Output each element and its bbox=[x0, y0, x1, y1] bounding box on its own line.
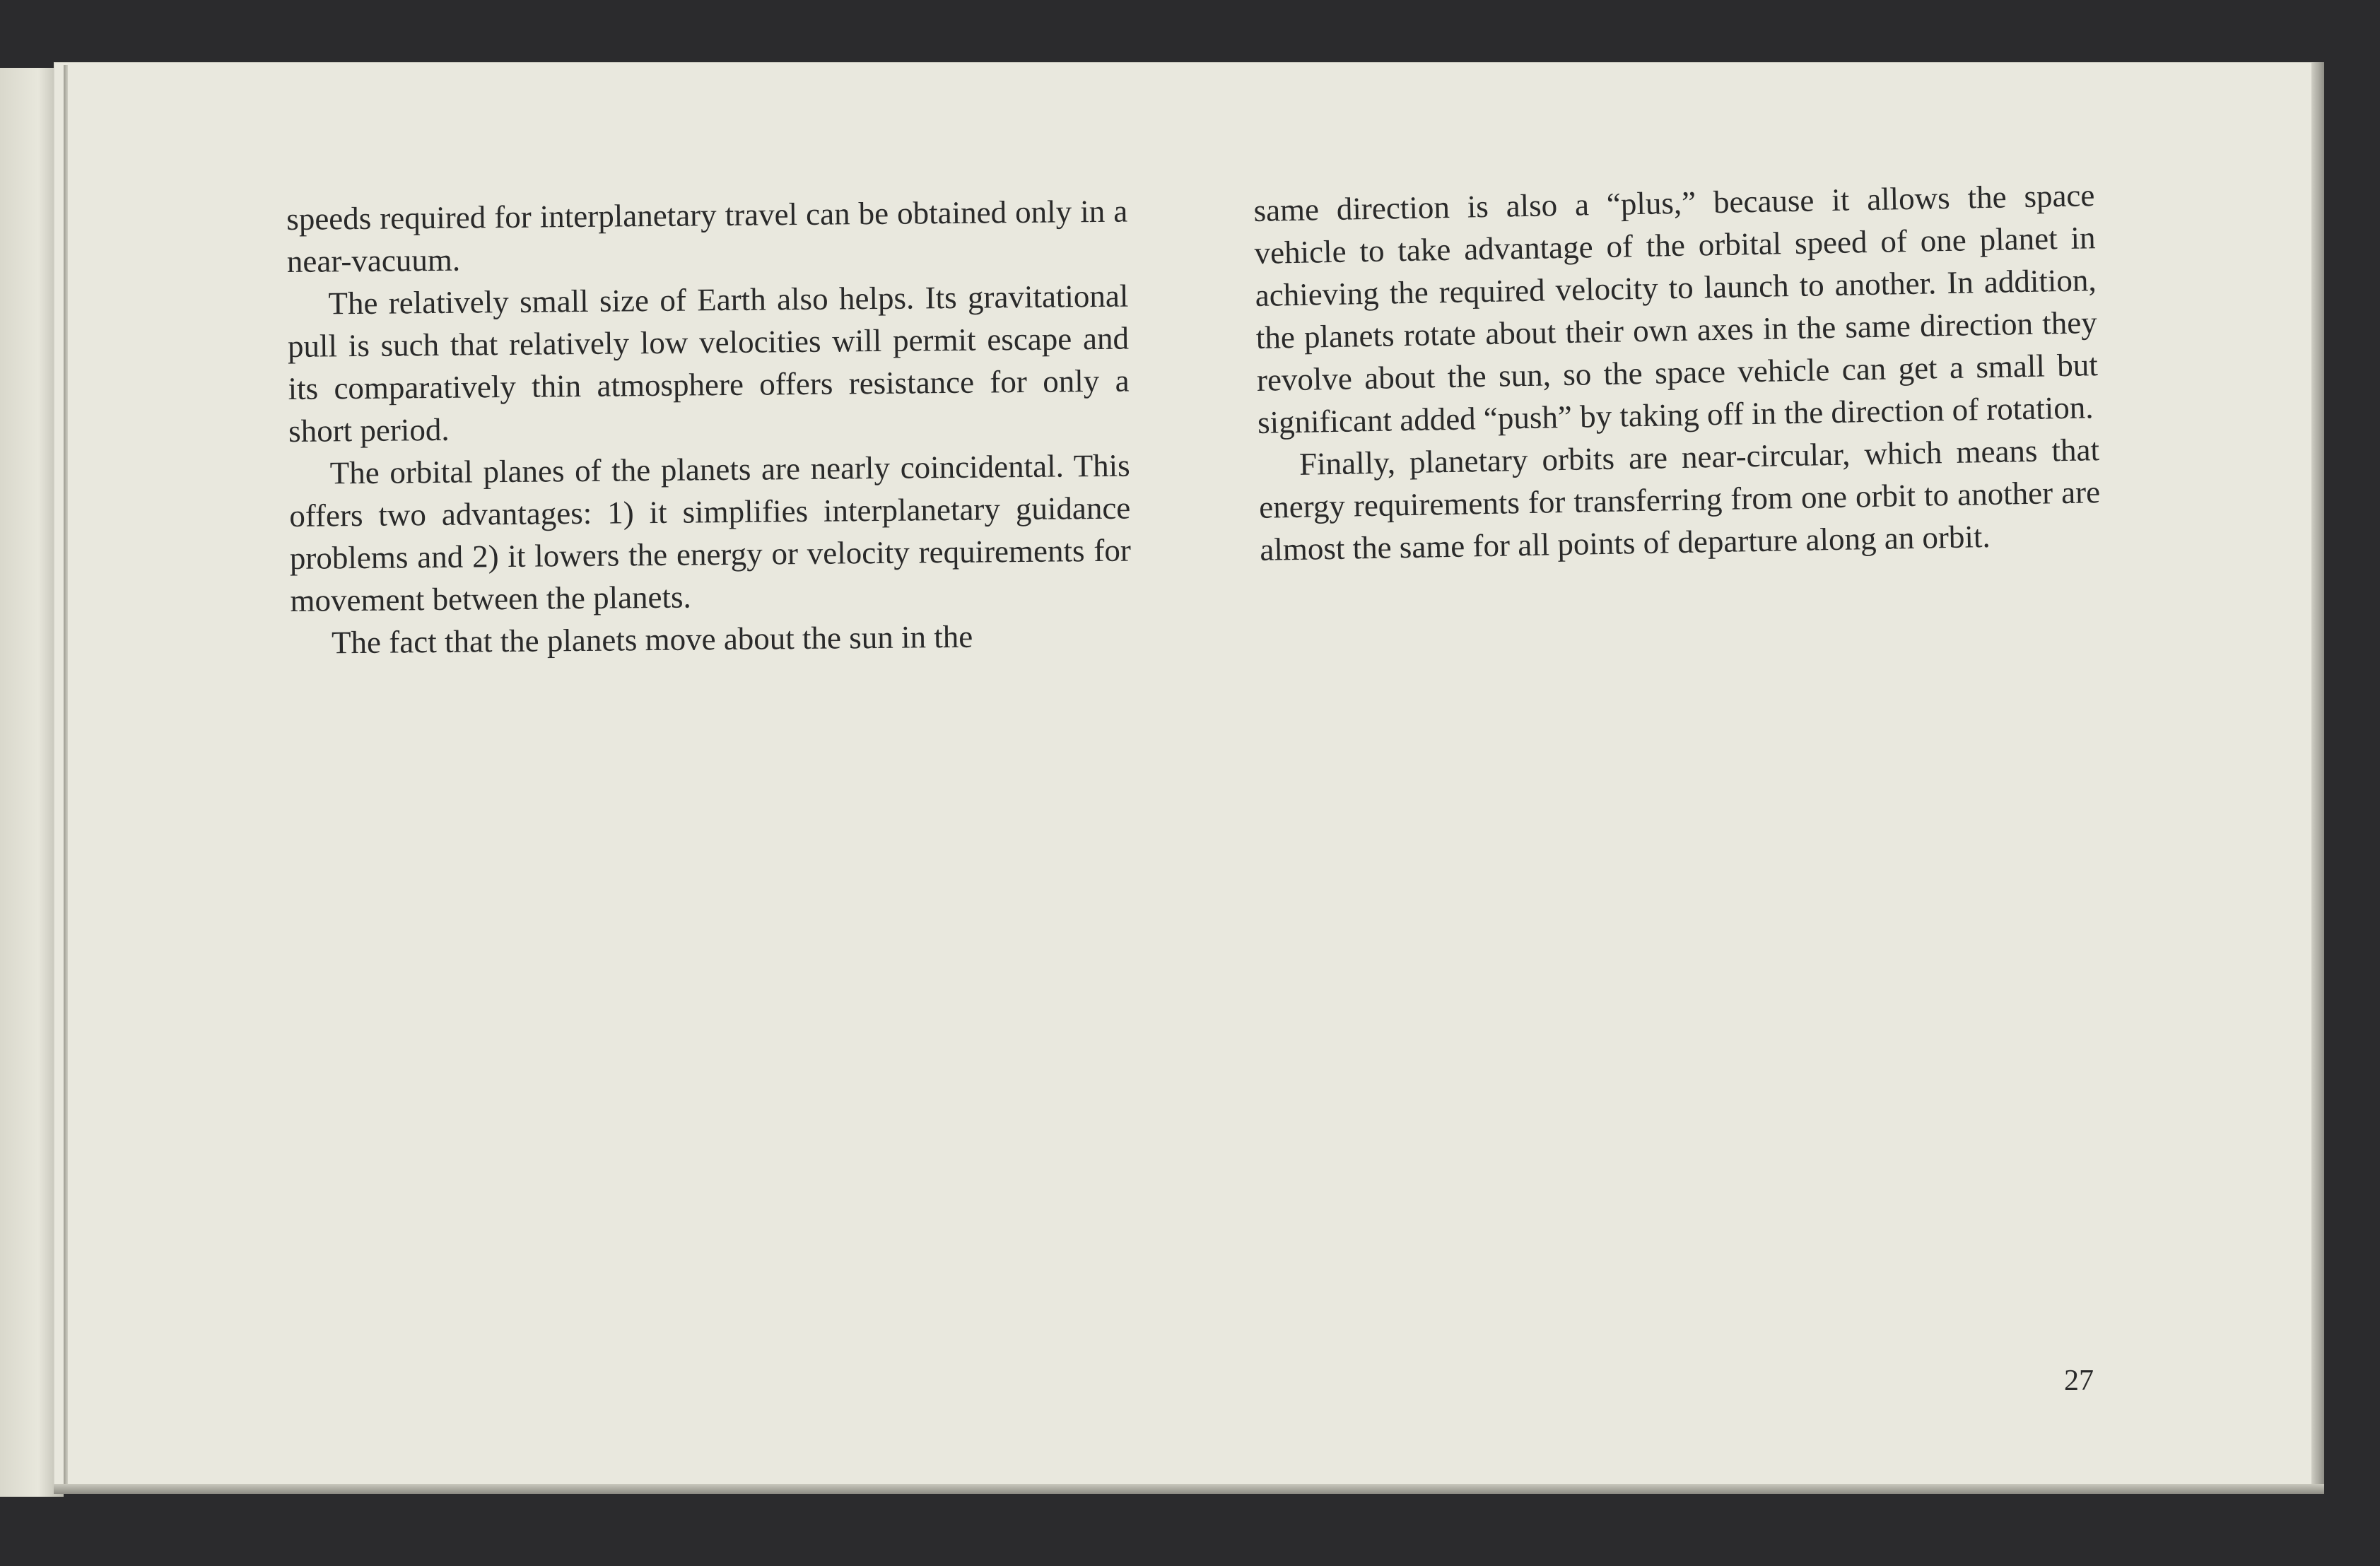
page-gutter bbox=[64, 65, 68, 1493]
paragraph: The fact that the planets move about the sun in the bbox=[331, 618, 973, 661]
page-number: 27 bbox=[2064, 1365, 2094, 1397]
left-text-column bbox=[286, 190, 1132, 664]
paragraph: same direction is also a “plus,” because it allows the space vehicle to take advantage of the orbital speed of one planet in achieving the required velocity to launch to another. In addition, the planets rotate about their own axes in the same direction they revolve about the sun, so the space vehicle can get a small but significant added “push” by taking off in the direction of rotation. bbox=[1253, 177, 2099, 440]
paragraph: The orbital planes of the planets are nearly coincidental. This offers two advantages: 1) it simplifies interplanetary guidance problems and 2) it lowers the energy or velocity requirements for movement between the planets. bbox=[289, 447, 1132, 618]
paragraph: The relatively small size of Earth also helps. Its gravitational pull is such that relatively low velocities will permit escape and its comparatively thin atmosphere offers resistance for only a short period. bbox=[287, 278, 1130, 449]
paragraph: Finally, planetary orbits are near-circular, which means that energy requirements for transferring from one orbit to another are almost the same for all points of departure along an orbit. bbox=[1258, 432, 2101, 567]
page-edge-bottom bbox=[54, 1484, 2324, 1494]
right-text-column bbox=[1253, 174, 2101, 571]
page-edge-right bbox=[2311, 62, 2324, 1493]
paragraph: speeds required for interplanetary travel can be obtained only in a near-vacuum. bbox=[286, 193, 1128, 279]
